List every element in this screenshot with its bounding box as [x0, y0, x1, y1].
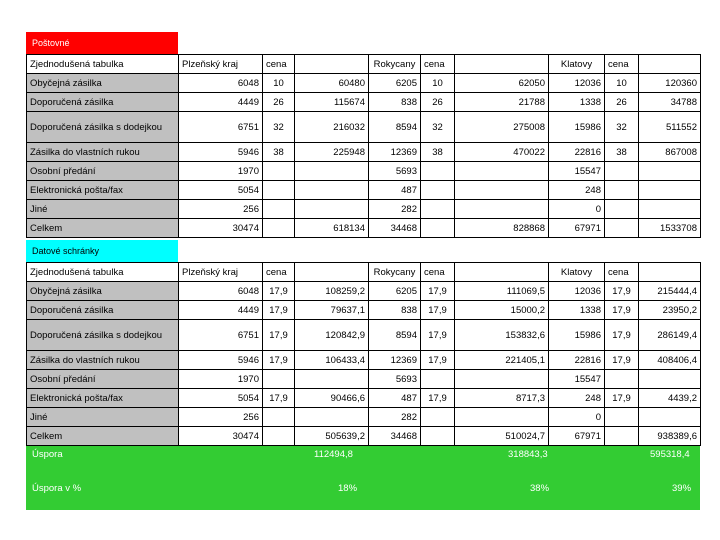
price-cell: 17,9: [263, 351, 295, 370]
header-cell: Klatovy: [549, 263, 605, 282]
header-cell: Plzeňský kraj: [179, 263, 263, 282]
value-cell: 111069,5: [455, 282, 549, 301]
value-cell: [295, 200, 369, 219]
value-cell: 6205: [369, 282, 421, 301]
value-cell: 108259,2: [295, 282, 369, 301]
price-cell: 38: [605, 143, 639, 162]
value-cell: 5946: [179, 143, 263, 162]
value-cell: [455, 200, 549, 219]
savings-pct-klatovy: 39%: [672, 483, 692, 494]
value-cell: 6751: [179, 320, 263, 351]
price-cell: 17,9: [263, 301, 295, 320]
value-cell: [639, 408, 701, 427]
header-cell: cena: [421, 55, 455, 74]
value-cell: 5054: [179, 181, 263, 200]
price-cell: [263, 427, 295, 446]
section1-title: Poštovné: [26, 32, 178, 54]
value-cell: 487: [369, 389, 421, 408]
value-cell: 248: [549, 181, 605, 200]
value-cell: 0: [549, 200, 605, 219]
savings-rokycany: 318843,3: [508, 449, 548, 460]
price-cell: 26: [605, 93, 639, 112]
price-cell: 17,9: [263, 320, 295, 351]
price-cell: 26: [263, 93, 295, 112]
price-cell: [421, 408, 455, 427]
header-cell: Rokycany: [369, 55, 421, 74]
value-cell: [295, 370, 369, 389]
value-cell: 120842,9: [295, 320, 369, 351]
value-cell: [455, 370, 549, 389]
value-cell: 221405,1: [455, 351, 549, 370]
price-cell: [605, 408, 639, 427]
value-cell: 5054: [179, 389, 263, 408]
header-cell: [295, 55, 369, 74]
value-cell: 828868: [455, 219, 549, 238]
row-label: Celkem: [27, 427, 179, 446]
value-cell: 5693: [369, 370, 421, 389]
header-row: [27, 55, 701, 74]
value-cell: [639, 162, 701, 181]
table-row: [27, 370, 701, 389]
table-row: [27, 200, 701, 219]
value-cell: 15986: [549, 112, 605, 143]
value-cell: 215444,4: [639, 282, 701, 301]
value-cell: 34468: [369, 427, 421, 446]
value-cell: [455, 408, 549, 427]
header-cell: cena: [605, 263, 639, 282]
price-cell: 17,9: [605, 351, 639, 370]
value-cell: 67971: [549, 219, 605, 238]
value-cell: 23950,2: [639, 301, 701, 320]
price-cell: [263, 162, 295, 181]
value-cell: 5693: [369, 162, 421, 181]
value-cell: 8594: [369, 320, 421, 351]
price-cell: 17,9: [421, 351, 455, 370]
price-cell: 10: [605, 74, 639, 93]
header-cell: [639, 55, 701, 74]
row-label: Obyčejná zásilka: [27, 282, 179, 301]
table-row: [27, 162, 701, 181]
price-cell: [421, 427, 455, 446]
price-cell: 38: [421, 143, 455, 162]
table-row: [27, 143, 701, 162]
price-cell: 32: [263, 112, 295, 143]
value-cell: 286149,4: [639, 320, 701, 351]
value-cell: [639, 181, 701, 200]
price-cell: [263, 370, 295, 389]
postage-table: [26, 54, 701, 238]
savings-plzen: 112494,8: [314, 449, 353, 460]
header-cell: [455, 263, 549, 282]
value-cell: 15547: [549, 162, 605, 181]
section2-title: Datové schránky: [26, 240, 178, 262]
value-cell: 8717,3: [455, 389, 549, 408]
savings-band: [26, 446, 700, 510]
table-row: [27, 320, 701, 351]
value-cell: 1338: [549, 93, 605, 112]
header-cell: cena: [263, 55, 295, 74]
header-cell: cena: [421, 263, 455, 282]
price-cell: 17,9: [263, 389, 295, 408]
value-cell: 838: [369, 93, 421, 112]
price-cell: 26: [421, 93, 455, 112]
price-cell: [421, 162, 455, 181]
value-cell: 120360: [639, 74, 701, 93]
header-cell: cena: [605, 55, 639, 74]
value-cell: 938389,6: [639, 427, 701, 446]
value-cell: [455, 181, 549, 200]
value-cell: 8594: [369, 112, 421, 143]
price-cell: 32: [421, 112, 455, 143]
header-cell: Plzeňský kraj: [179, 55, 263, 74]
price-cell: [263, 181, 295, 200]
value-cell: 225948: [295, 143, 369, 162]
value-cell: 67971: [549, 427, 605, 446]
header-cell: Klatovy: [549, 55, 605, 74]
value-cell: 22816: [549, 143, 605, 162]
row-label: Celkem: [27, 219, 179, 238]
price-cell: [605, 200, 639, 219]
savings-klatovy: 595318,4: [650, 449, 690, 460]
row-label: Doporučená zásilka s dodejkou: [27, 112, 179, 143]
table-row: [27, 219, 701, 238]
value-cell: 12036: [549, 282, 605, 301]
row-label: Doporučená zásilka s dodejkou: [27, 320, 179, 351]
row-label: Doporučená zásilka: [27, 301, 179, 320]
value-cell: 256: [179, 408, 263, 427]
price-cell: [421, 200, 455, 219]
value-cell: 21788: [455, 93, 549, 112]
value-cell: 216032: [295, 112, 369, 143]
price-cell: 17,9: [605, 320, 639, 351]
value-cell: 15000,2: [455, 301, 549, 320]
row-label: Elektronická pošta/fax: [27, 389, 179, 408]
savings-pct-rokycany: 38%: [530, 483, 550, 494]
table-row: [27, 74, 701, 93]
table-row: [27, 301, 701, 320]
savings-label: Úspora: [32, 449, 63, 460]
value-cell: 4449: [179, 301, 263, 320]
price-cell: 17,9: [421, 301, 455, 320]
value-cell: 275008: [455, 112, 549, 143]
value-cell: [295, 162, 369, 181]
value-cell: 34468: [369, 219, 421, 238]
price-cell: [263, 200, 295, 219]
value-cell: 5946: [179, 351, 263, 370]
row-label: Doporučená zásilka: [27, 93, 179, 112]
value-cell: 505639,2: [295, 427, 369, 446]
value-cell: 6205: [369, 74, 421, 93]
value-cell: [455, 162, 549, 181]
header-cell: Zjednodušená tabulka: [27, 263, 179, 282]
value-cell: 106433,4: [295, 351, 369, 370]
value-cell: 4439,2: [639, 389, 701, 408]
value-cell: [639, 200, 701, 219]
table-row: [27, 93, 701, 112]
data-box-table: [26, 262, 701, 446]
price-cell: [605, 370, 639, 389]
value-cell: 6048: [179, 74, 263, 93]
price-cell: [605, 219, 639, 238]
price-cell: [605, 427, 639, 446]
header-cell: [295, 263, 369, 282]
value-cell: 282: [369, 408, 421, 427]
header-cell: [455, 55, 549, 74]
price-cell: [605, 162, 639, 181]
header-cell: cena: [263, 263, 295, 282]
price-cell: 10: [421, 74, 455, 93]
value-cell: 838: [369, 301, 421, 320]
value-cell: 867008: [639, 143, 701, 162]
price-cell: 17,9: [605, 389, 639, 408]
value-cell: 1970: [179, 370, 263, 389]
table-row: [27, 351, 701, 370]
price-cell: [421, 219, 455, 238]
row-label: Elektronická pošta/fax: [27, 181, 179, 200]
value-cell: 12036: [549, 74, 605, 93]
value-cell: [295, 181, 369, 200]
price-cell: 17,9: [421, 389, 455, 408]
value-cell: 618134: [295, 219, 369, 238]
value-cell: 30474: [179, 427, 263, 446]
value-cell: 248: [549, 389, 605, 408]
value-cell: 4449: [179, 93, 263, 112]
price-cell: [263, 219, 295, 238]
value-cell: 62050: [455, 74, 549, 93]
value-cell: 470022: [455, 143, 549, 162]
price-cell: 17,9: [421, 282, 455, 301]
price-cell: 10: [263, 74, 295, 93]
price-cell: 17,9: [421, 320, 455, 351]
header-row: [27, 263, 701, 282]
value-cell: 256: [179, 200, 263, 219]
price-cell: 38: [263, 143, 295, 162]
value-cell: 1970: [179, 162, 263, 181]
table-row: [27, 181, 701, 200]
savings-pct-label: Úspora v %: [32, 483, 82, 494]
value-cell: 15547: [549, 370, 605, 389]
table-row: [27, 408, 701, 427]
value-cell: 22816: [549, 351, 605, 370]
row-label: Obyčejná zásilka: [27, 74, 179, 93]
value-cell: 60480: [295, 74, 369, 93]
value-cell: 115674: [295, 93, 369, 112]
value-cell: 34788: [639, 93, 701, 112]
value-cell: 30474: [179, 219, 263, 238]
value-cell: 1533708: [639, 219, 701, 238]
value-cell: 511552: [639, 112, 701, 143]
price-cell: 17,9: [605, 301, 639, 320]
price-cell: [605, 181, 639, 200]
spreadsheet: [26, 32, 700, 510]
table-row: [27, 282, 701, 301]
value-cell: 15986: [549, 320, 605, 351]
value-cell: 487: [369, 181, 421, 200]
value-cell: 90466,6: [295, 389, 369, 408]
header-cell: [639, 263, 701, 282]
row-label: Zásilka do vlastních rukou: [27, 351, 179, 370]
header-cell: Rokycany: [369, 263, 421, 282]
table-row: [27, 389, 701, 408]
value-cell: 6048: [179, 282, 263, 301]
table-row: [27, 112, 701, 143]
value-cell: 408406,4: [639, 351, 701, 370]
value-cell: 1338: [549, 301, 605, 320]
value-cell: 79637,1: [295, 301, 369, 320]
price-cell: 17,9: [263, 282, 295, 301]
value-cell: 282: [369, 200, 421, 219]
row-label: Jiné: [27, 200, 179, 219]
row-label: Zásilka do vlastních rukou: [27, 143, 179, 162]
row-label: Jiné: [27, 408, 179, 427]
header-cell: Zjednodušená tabulka: [27, 55, 179, 74]
value-cell: 0: [549, 408, 605, 427]
table-row: [27, 427, 701, 446]
price-cell: [263, 408, 295, 427]
value-cell: 12369: [369, 143, 421, 162]
value-cell: 12369: [369, 351, 421, 370]
price-cell: [421, 181, 455, 200]
price-cell: [421, 370, 455, 389]
price-cell: 32: [605, 112, 639, 143]
value-cell: 6751: [179, 112, 263, 143]
price-cell: 17,9: [605, 282, 639, 301]
row-label: Osobní předání: [27, 370, 179, 389]
savings-pct-plzen: 18%: [338, 483, 358, 494]
value-cell: 153832,6: [455, 320, 549, 351]
value-cell: [639, 370, 701, 389]
row-label: Osobní předání: [27, 162, 179, 181]
value-cell: [295, 408, 369, 427]
value-cell: 510024,7: [455, 427, 549, 446]
